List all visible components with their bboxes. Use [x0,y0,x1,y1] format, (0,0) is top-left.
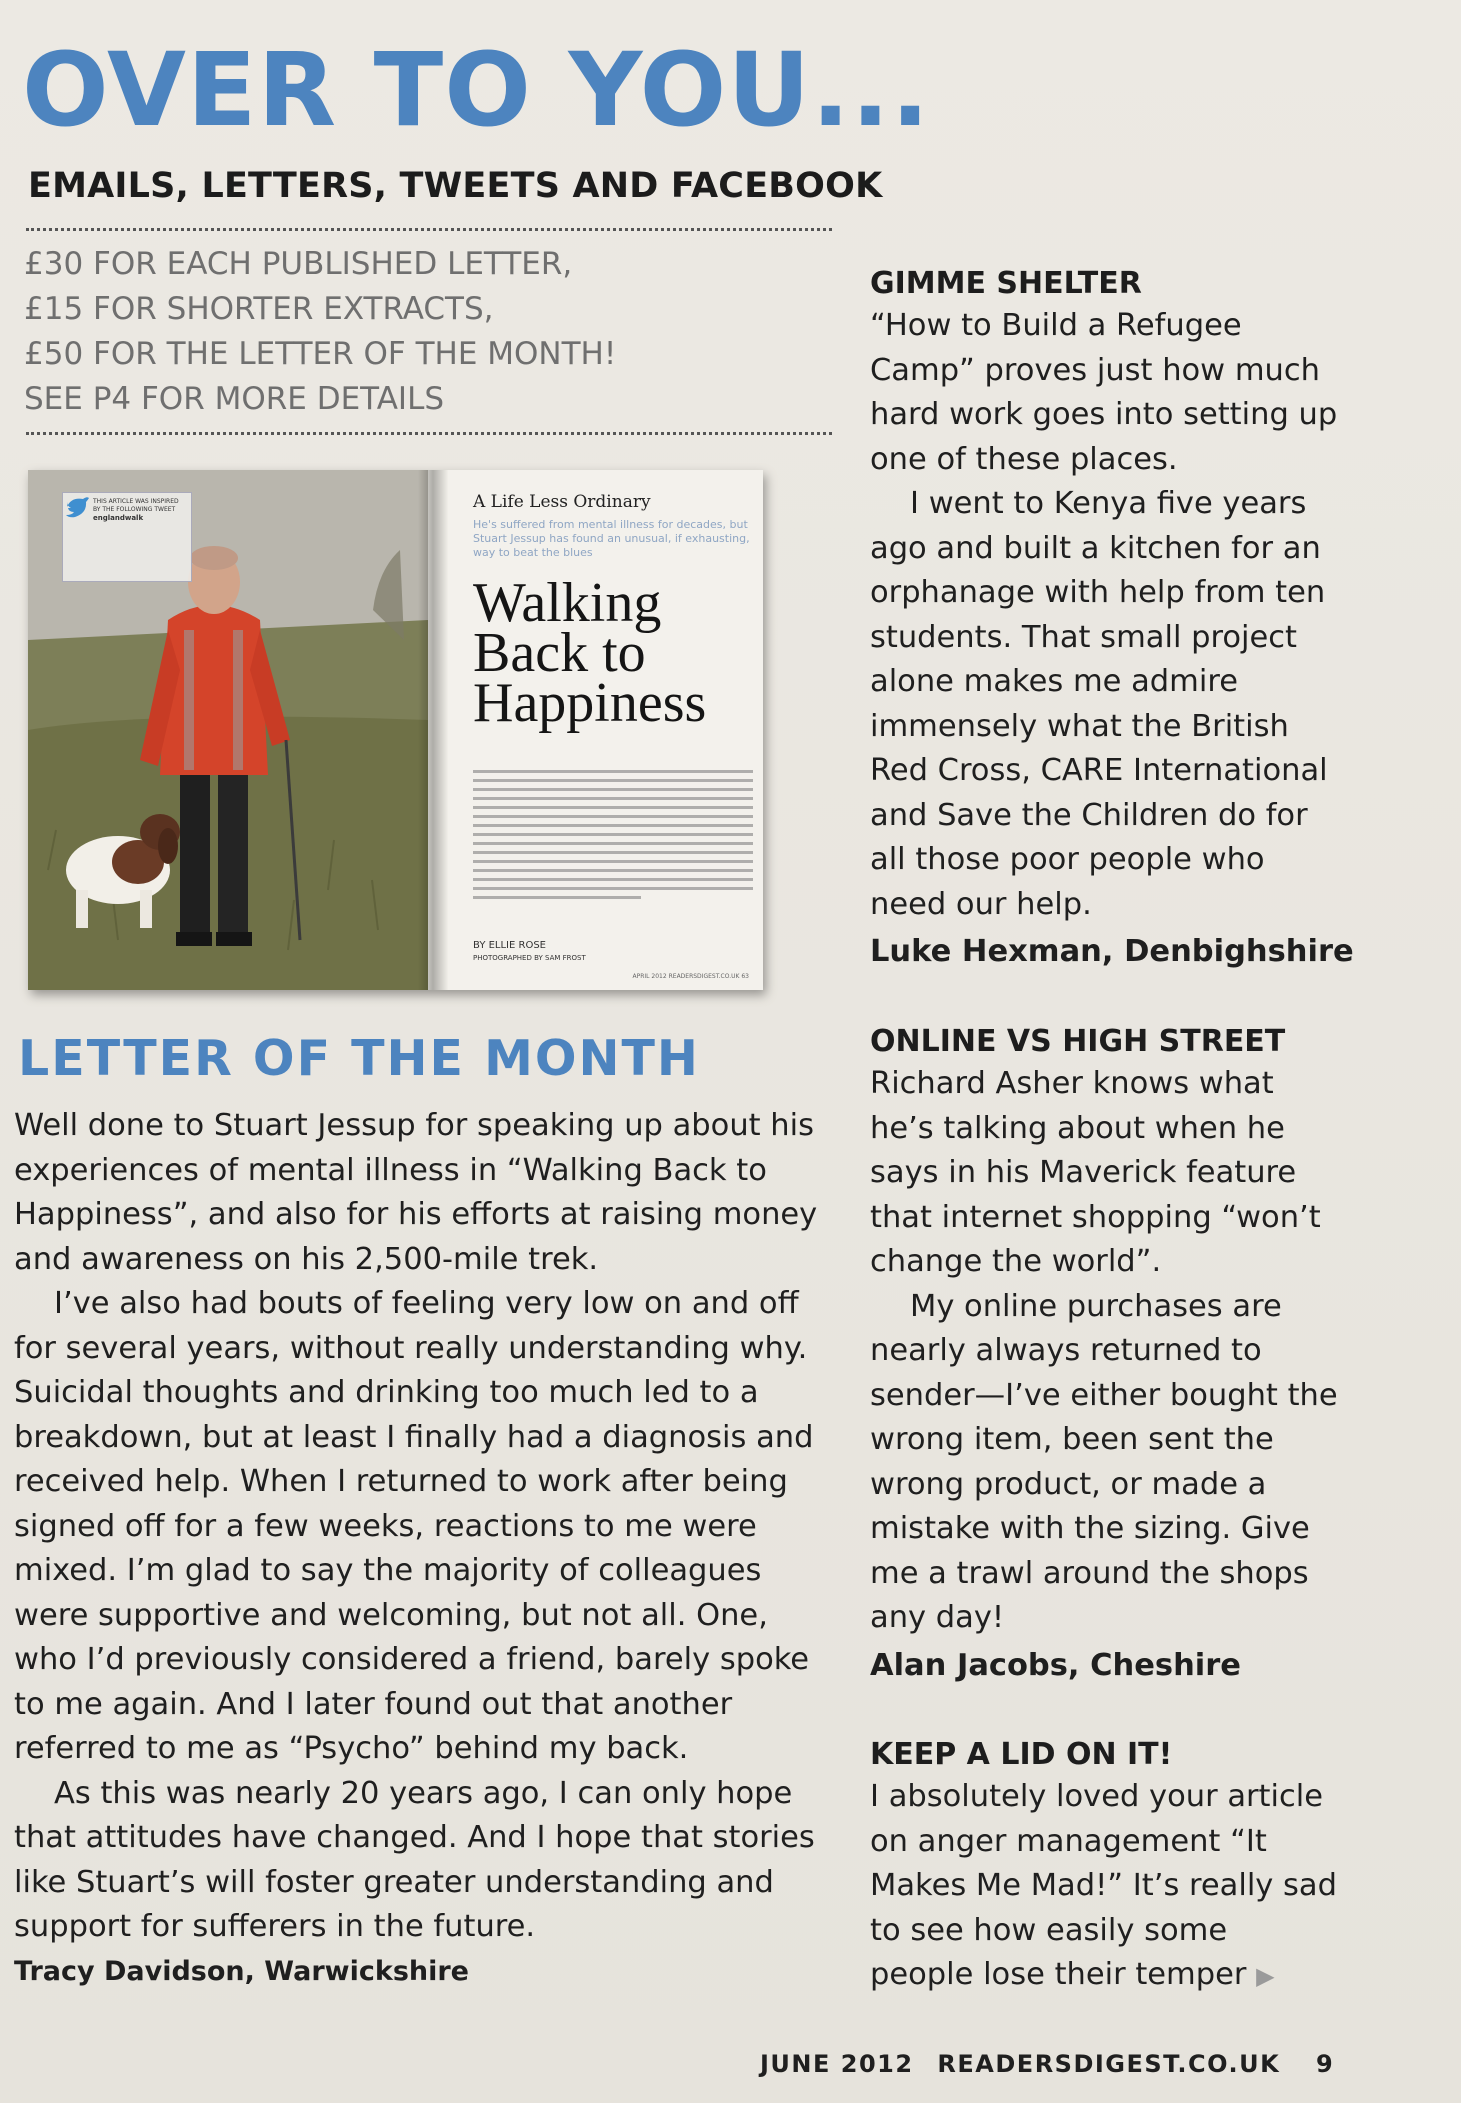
letter-paragraph: My online purchases are nearly always returned to sender—I’ve either bought the wrong item, been sent the wrong product, or made a mistake with the sizing. Give me a trawl around the shops any day! [870,1288,1338,1635]
section-subtitle: EMAILS, LETTERS, TWEETS AND FACEBOOK [28,166,883,206]
dotted-divider-top [26,228,832,231]
letter-paragraph: Richard Asher knows what he’s talking about when he says in his Maverick feature that internet shopping “won’t change the world”. [870,1066,1321,1279]
offer-line: £15 FOR SHORTER EXTRACTS, [24,291,494,327]
payment-offer [24,242,616,422]
page-number: 9 [1316,2050,1335,2078]
letter-signature: Alan Jacobs, Cheshire [870,1647,1241,1683]
letter-heading: GIMME SHELTER [870,266,1142,301]
letter-paragraph: I’ve also had bouts of feeling very low on and off for several years, without really understanding why. Suicidal thoughts and drinking too much led to a breakdown, but at least I finally had a diagnosis and received help. When I returned to work after being signed off for a few weeks, reactions to me were mixed. I’m glad to say the majority of colleagues were supportive and welcoming, but not all. One, who I’d previously considered a friend, barely spoke to me again. And I later found out that another referred to me as “Psycho” behind my back. [14,1286,814,1766]
letter-paragraph: “How to Build a Refugee Camp” proves just how much hard work goes into setting up one of these places. [870,308,1338,477]
spread-right-page [448,470,763,990]
page-title: OVER TO YOU... [22,31,931,150]
letter-paragraph: I went to Kenya five years ago and built a kitchen for an orphanage with help from ten students. That small project alone makes me admire immensely what the British Red Cross, CARE International and Save the Children do for all those poor people who need our help. [870,486,1328,922]
walker-photo [28,470,428,990]
offer-line: £50 FOR THE LETTER OF THE MONTH! [24,336,617,372]
spread-kicker: A Life Less Ordinary [473,492,651,512]
page-footer [760,2050,1350,2078]
spread-folio: APRIL 2012 READERSDIGEST.CO.UK 63 [632,973,749,980]
spread-dek: He's suffered from mental illness for decades, but Stuart Jessup has found an unusual, if exhausting, way to beat the blues [473,518,750,559]
letter-of-month-heading: LETTER OF THE MONTH [18,1030,700,1087]
spread-body-text [473,770,753,905]
offer-line: SEE P4 FOR MORE DETAILS [24,381,445,417]
article-spread-image [28,470,763,990]
spread-headline [473,572,707,734]
letter-paragraph [870,1775,1340,1999]
letter-signature: Tracy Davidson, Warwickshire [14,1955,469,1987]
tweet-label: THIS ARTICLE WAS INSPIRED BY THE FOLLOWING TWEET [93,498,179,513]
spread-headline-line: Happiness [473,672,707,734]
spread-photo-credit: PHOTOGRAPHED BY SAM FROST [473,954,586,962]
letter-signature: Luke Hexman, Denbighshire [870,934,1354,969]
spread-headline-line: Back to [473,622,646,684]
tweet-callout [62,492,192,582]
dotted-divider-bottom [26,432,832,435]
offer-line: £30 FOR EACH PUBLISHED LETTER, [24,246,573,282]
footer-site: READERSDIGEST.CO.UK [937,2050,1281,2078]
letter-heading: KEEP A LID ON IT! [870,1737,1173,1772]
letter-text: I absolutely loved your article on anger management “It Makes Me Mad!” It’s really sad to see how easily some people lose their temper [870,1779,1337,1992]
letter-online-vs-high-street [870,1022,1340,1691]
letter-paragraph: As this was nearly 20 years ago, I can only hope that attitudes have changed. And I hope that stories like Stuart’s will foster greater understanding and support for sufferers in the future. [14,1775,815,1944]
spread-byline [473,940,586,964]
letter-heading: ONLINE VS HIGH STREET [870,1024,1286,1059]
spread-author: BY ELLIE ROSE [473,940,546,951]
letter-keep-a-lid-on-it [870,1735,1340,1999]
play-triangle-icon: ▶ [1256,1962,1275,1990]
footer-issue: JUNE 2012 [760,2050,914,2078]
twitter-bird-icon [63,493,91,521]
letter-gimme-shelter [870,264,1354,977]
spread-gutter [418,470,448,990]
letter-paragraph: Well done to Stuart Jessup for speaking up about his experiences of mental illness in “Walking Back to Happiness”, and also for his efforts at raising money and awareness on his 2,500-mile trek. [14,1108,818,1277]
tweet-handle: englandwalk [93,514,144,522]
letter-of-month-body [14,1104,834,1994]
spread-headline-line: Walking [473,572,662,634]
